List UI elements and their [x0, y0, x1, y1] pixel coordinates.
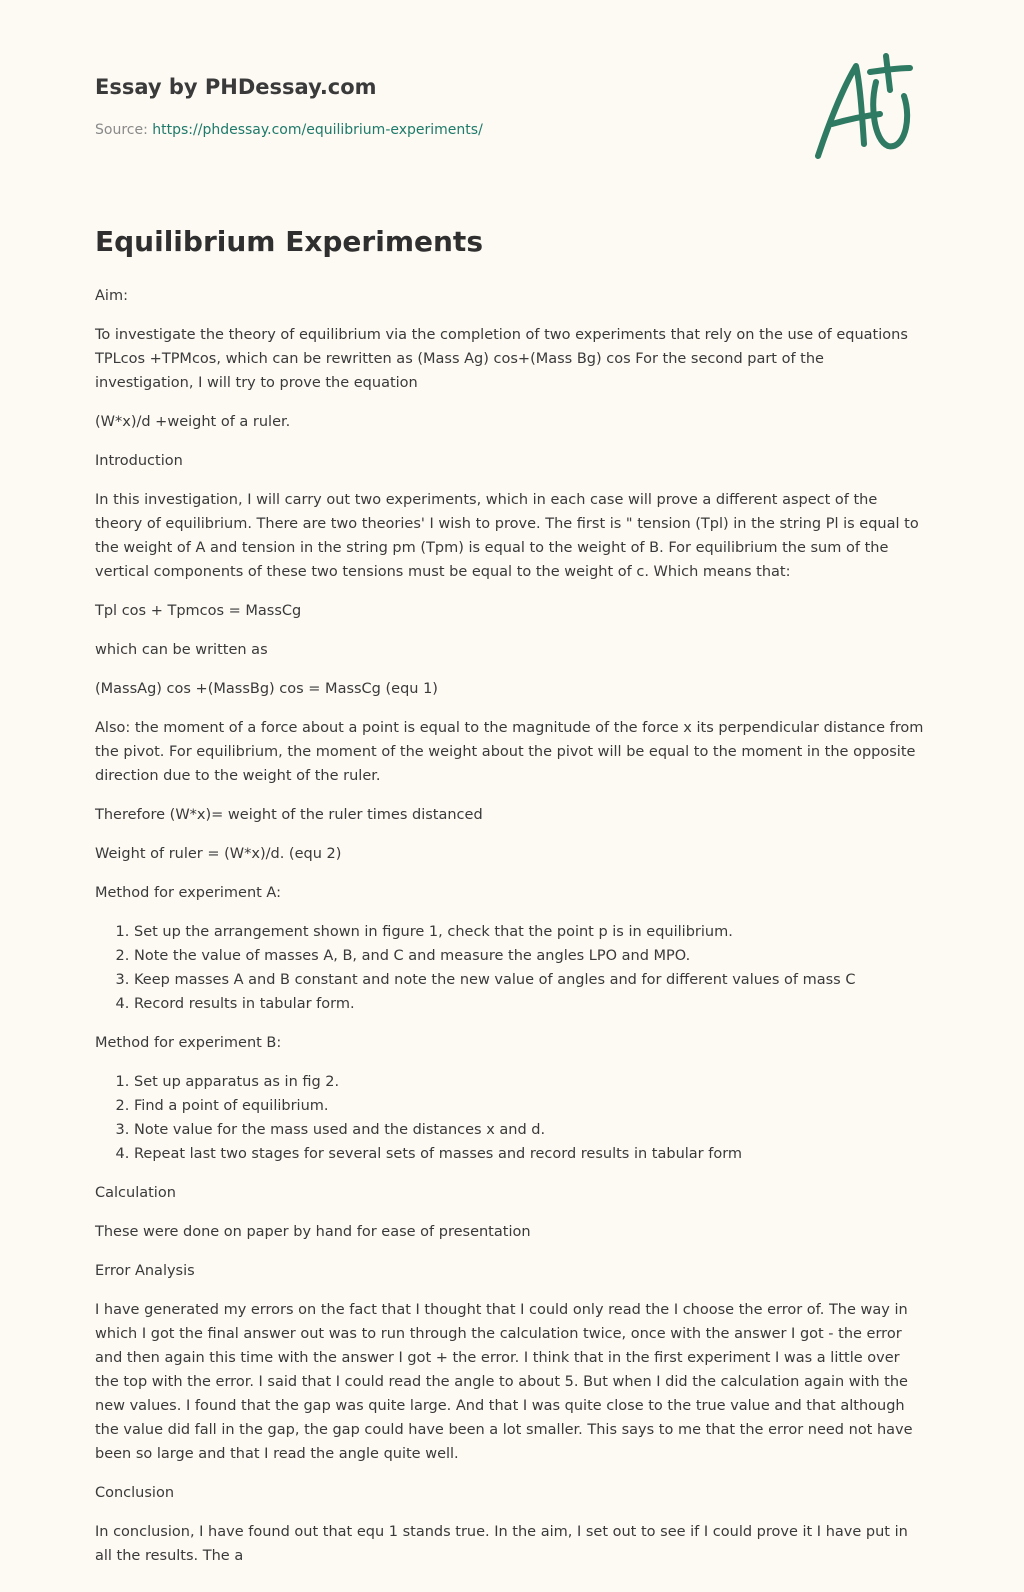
- list-item: 4. Repeat last two stages for several sets of masses and record results in tabular form: [134, 1142, 925, 1166]
- equation-line-3: (MassAg) cos +(MassBg) cos = MassCg (equ 1): [95, 681, 438, 697]
- list-item: 2. Find a point of equilibrium.: [134, 1094, 925, 1118]
- list-item: 3. Note value for the mass used and the distances x and d.: [134, 1118, 925, 1142]
- essay-header: [95, 72, 925, 140]
- list-item: 2. Note the value of masses A, B, and C and measure the angles LPO and MPO.: [134, 944, 925, 968]
- conclusion-paragraph: In conclusion, I have found out that equ 1 stands true. In the aim, I set out to see if I could prove it I have put in all the results. The a: [95, 1524, 908, 1564]
- ruler-weight-line: Weight of ruler = (W*x)/d. (equ 2): [95, 846, 342, 862]
- equation-line-1: Tpl cos + Tpmcos = MassCg: [95, 603, 302, 619]
- calculation-paragraph: These were done on paper by hand for ease of presentation: [95, 1224, 531, 1240]
- list-item: 1. Set up apparatus as in fig 2.: [134, 1070, 925, 1094]
- list-item: 4. Record results in tabular form.: [134, 992, 925, 1016]
- list-item: 1. Set up the arrangement shown in figure 1, check that the point p is in equilibrium.: [134, 920, 925, 944]
- source-line: [95, 120, 925, 140]
- method-b-list: [95, 1070, 925, 1166]
- essay-body: [95, 222, 925, 1583]
- calculation-heading: Calculation: [95, 1185, 176, 1201]
- conclusion-heading: Conclusion: [95, 1485, 175, 1501]
- aim-heading: Aim:: [95, 288, 128, 304]
- essay-title: Equilibrium Experiments: [95, 225, 483, 258]
- method-a-heading: Method for experiment A:: [95, 885, 281, 901]
- error-analysis-heading: Error Analysis: [95, 1263, 195, 1279]
- list-item: 3. Keep masses A and B constant and note the new value of angles and for different values of mass C: [134, 968, 925, 992]
- brand-title: Essay by PHDessay.com: [95, 75, 377, 99]
- aim-equation: (W*x)/d +weight of a ruler.: [95, 414, 291, 430]
- source-label: Source:: [95, 122, 153, 138]
- method-a-list: [95, 920, 925, 1016]
- source-link[interactable]: https://phdessay.com/equilibrium-experiments/: [152, 122, 483, 138]
- equation-line-2: which can be written as: [95, 642, 268, 658]
- introduction-paragraph: In this investigation, I will carry out two experiments, which in each case will prove a different aspect of the theory of equilibrium. There are two theories' I wish to prove. The first is " tension (Tpl) in the string Pl is equal to the weight of A and tension in the string pm (Tpm) is equal to the weight of B. For equilibrium the sum of the vertical components of these two tensions must be equal to the weight of c. Which means that:: [95, 492, 919, 580]
- method-b-heading: Method for experiment B:: [95, 1035, 282, 1051]
- moment-paragraph: Also: the moment of a force about a point is equal to the magnitude of the force x its perpendicular distance from the pivot. For equilibrium, the moment of the weight about the pivot will be equal to the moment in the opposite direction due to the weight of the ruler.: [95, 720, 924, 784]
- aim-paragraph: To investigate the theory of equilibrium via the completion of two experiments that rely on the use of equations TPLcos +TPMcos, which can be rewritten as (Mass Ag) cos+(Mass Bg) cos For the second part of the investigation, I will try to prove the equation: [95, 327, 908, 391]
- error-analysis-paragraph: I have generated my errors on the fact that I thought that I could only read the I choose the error of. The way in which I got the final answer out was to run through the calculation twice, once with the answer I got - the error and then again this time with the answer I got + the error. I think that in the first experiment I was a little over the top with the error. I said that I could read the angle to about 5. But when I did the calculation again with the new values. I found that the gap was quite large. And that I was quite close to the true value and that although the value did fall in the gap, the gap could have been a lot smaller. This says to me that the error need not have been so large and that I read the angle quite well.: [95, 1302, 913, 1462]
- therefore-line: Therefore (W*x)= weight of the ruler times distanced: [95, 807, 483, 823]
- a-plus-logo-icon: [808, 40, 928, 168]
- introduction-heading: Introduction: [95, 453, 183, 469]
